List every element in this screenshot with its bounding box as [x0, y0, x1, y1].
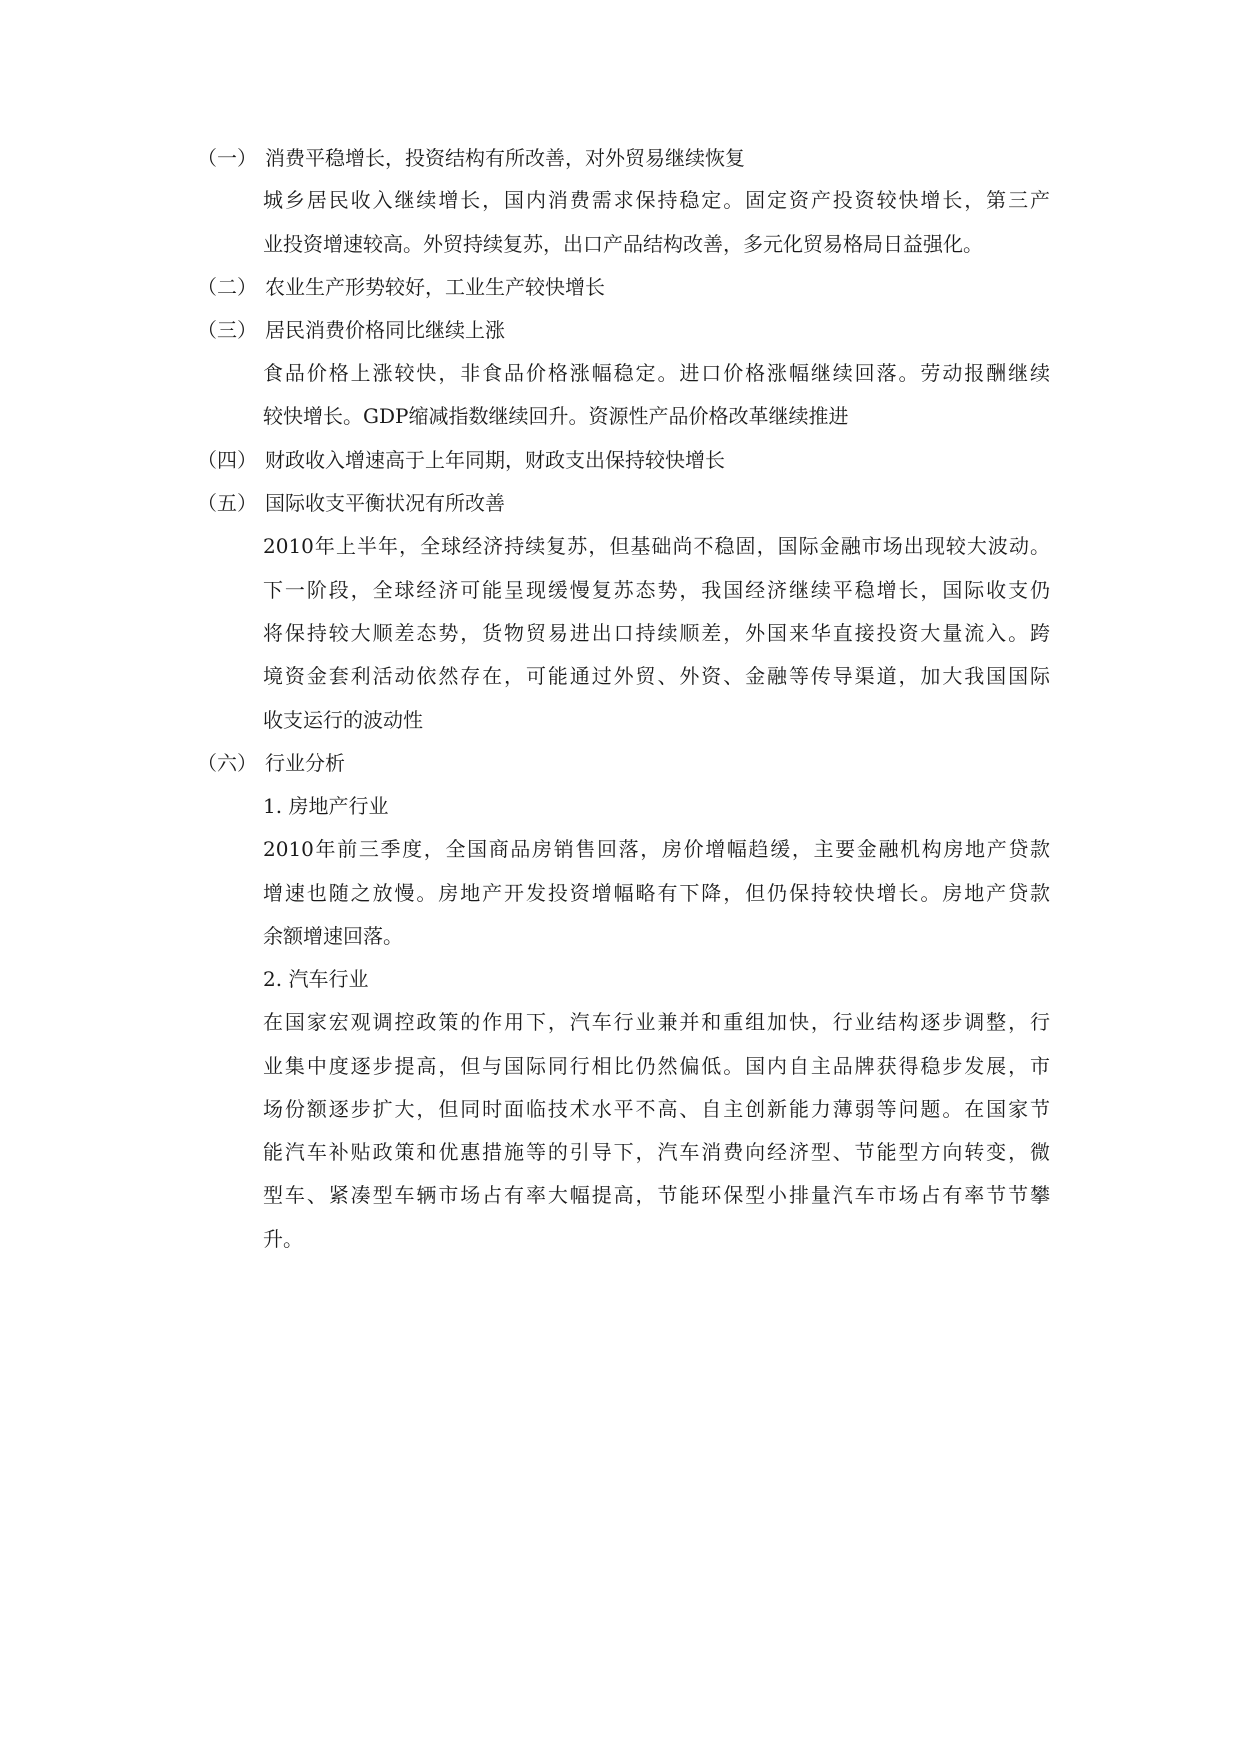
- subsection-title: 2. 汽车行业: [263, 967, 369, 991]
- subsection-title: 1. 房地产行业: [263, 794, 389, 818]
- section-heading: [197, 446, 725, 474]
- section-title: 居民消费价格同比继续上涨: [265, 318, 505, 342]
- paragraph-line: 2010年前三季度，全国商品房销售回落，房价增幅趋缓，主要金融机构房地产贷款: [263, 837, 1050, 861]
- paragraph-line: 场份额逐步扩大，但同时面临技术水平不高、自主创新能力薄弱等问题。在国家节: [263, 1097, 1050, 1121]
- paragraph-line: 城乡居民收入继续增长，国内消费需求保持稳定。固定资产投资较快增长，第三产: [263, 188, 1050, 212]
- paragraph-line: 在国家宏观调控政策的作用下，汽车行业兼并和重组加快，行业结构逐步调整，行: [263, 1010, 1050, 1034]
- paragraph-line: 收支运行的波动性: [263, 708, 423, 732]
- paragraph-line: 型车、紧凑型车辆市场占有率大幅提高，节能环保型小排量汽车市场占有率节节攀: [263, 1183, 1050, 1207]
- paragraph-line: 食品价格上涨较快，非食品价格涨幅稳定。进口价格涨幅继续回落。劳动报酬继续: [263, 361, 1050, 385]
- paragraph-line: 业投资增速较高。外贸持续复苏，出口产品结构改善，多元化贸易格局日益强化。: [263, 232, 983, 256]
- section-title: 行业分析: [265, 751, 345, 775]
- section-number: （四）: [197, 448, 257, 472]
- paragraph-line: 升。: [263, 1227, 303, 1251]
- paragraph-line: 余额增速回落。: [263, 924, 403, 948]
- paragraph-line: 将保持较大顺差态势，货物贸易进出口持续顺差，外国来华直接投资大量流入。跨: [263, 621, 1050, 645]
- section-number: （一）: [197, 146, 257, 170]
- section-number: （六）: [197, 751, 257, 775]
- section-heading: [197, 316, 505, 344]
- section-heading: [197, 749, 345, 777]
- section-number: （三）: [197, 318, 257, 342]
- paragraph-line: 较快增长。GDP缩减指数继续回升。资源性产品价格改革继续推进: [263, 404, 849, 428]
- paragraph-line: 2010年上半年，全球经济持续复苏，但基础尚不稳固，国际金融市场出现较大波动。: [263, 534, 1050, 558]
- section-heading: [197, 489, 505, 517]
- section-heading: [197, 273, 605, 301]
- section-number: （五）: [197, 491, 257, 515]
- paragraph-line: 下一阶段，全球经济可能呈现缓慢复苏态势，我国经济继续平稳增长，国际收支仍: [263, 578, 1050, 602]
- paragraph-line: 增速也随之放慢。房地产开发投资增幅略有下降，但仍保持较快增长。房地产贷款: [263, 881, 1050, 905]
- section-number: （二）: [197, 275, 257, 299]
- section-title: 财政收入增速高于上年同期，财政支出保持较快增长: [265, 448, 725, 472]
- section-title: 国际收支平衡状况有所改善: [265, 491, 505, 515]
- section-title: 农业生产形势较好，工业生产较快增长: [265, 275, 605, 299]
- paragraph-line: 能汽车补贴政策和优惠措施等的引导下，汽车消费向经济型、节能型方向转变，微: [263, 1140, 1050, 1164]
- paragraph-line: 业集中度逐步提高，但与国际同行相比仍然偏低。国内自主品牌获得稳步发展，市: [263, 1054, 1050, 1078]
- section-title: 消费平稳增长，投资结构有所改善，对外贸易继续恢复: [265, 146, 745, 170]
- paragraph-line: 境资金套利活动依然存在，可能通过外贸、外资、金融等传导渠道，加大我国国际: [263, 664, 1050, 688]
- section-heading: [197, 144, 745, 172]
